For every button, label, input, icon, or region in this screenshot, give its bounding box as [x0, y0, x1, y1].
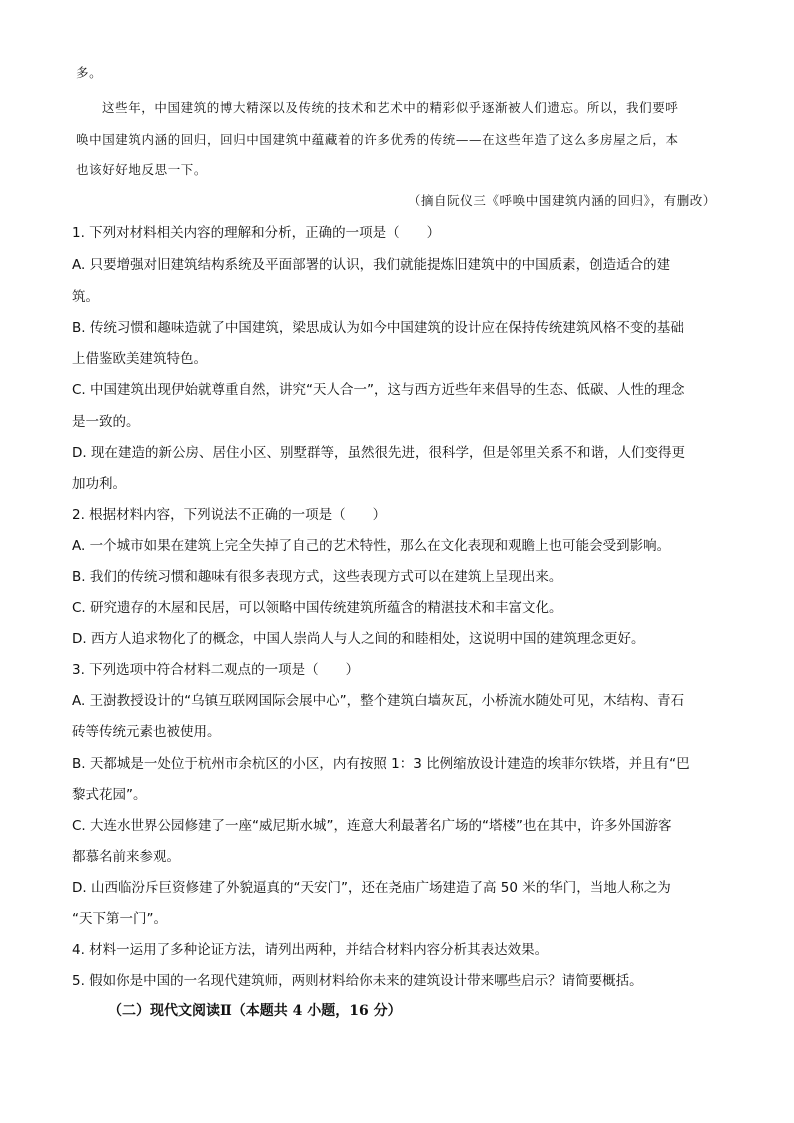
question-4-stem: 4. 材料一运用了多种论证方法，请列出两种，并结合材料内容分析其表达效果。: [72, 942, 549, 958]
passage-line: 这些年，中国建筑的博大精深以及传统的技术和艺术中的精彩似乎逐渐被人们遗忘。所以，我们要呼: [102, 100, 679, 115]
question-3-option-c: C. 大连水世界公园修建了一座“威尼斯水城”，连意大利最著名广场的“塔楼”也在其中，许多外国游客: [72, 818, 672, 834]
question-5-stem: 5. 假如你是中国的一名现代建筑师，两则材料给你未来的建筑设计带来哪些启示？请简要概括。: [72, 973, 643, 989]
question-3-option-c-cont: 都慕名前来参观。: [72, 849, 180, 865]
question-3-option-b-cont: 黎式花园”。: [72, 787, 147, 803]
question-1-option-b-cont: 上借鉴欧美建筑特色。: [72, 351, 207, 367]
passage-line: 唤中国建筑内涵的回归，回归中国建筑中蕴藏着的许多优秀的传统——在这些年造了这么多房屋之后，本: [76, 132, 679, 147]
question-3-stem: 3. 下列选项中符合材料二观点的一项是（ ）: [72, 662, 360, 678]
question-3-option-d-cont: “天下第一门”。: [72, 911, 167, 927]
question-2-option-c: C. 研究遗存的木屋和民居，可以领略中国传统建筑所蕴含的精湛技术和丰富文化。: [72, 600, 563, 616]
question-2-stem: 2. 根据材料内容，下列说法不正确的一项是（ ）: [72, 507, 387, 523]
question-1-option-a: A. 只要增强对旧建筑结构系统及平面部署的认识，我们就能提炼旧建筑中的中国质素，创造适合的建: [72, 257, 671, 273]
passage-line: 也该好好地反思一下。: [76, 162, 208, 177]
section-heading: （二）现代文阅读Ⅱ（本题共 4 小题，16 分）: [108, 1003, 402, 1019]
passage-source: （摘自阮仪三《呼唤中国建筑内涵的回归》，有删改）: [407, 193, 716, 208]
question-3-option-a: A. 王澍教授设计的“乌镇互联网国际会展中心”，整个建筑白墙灰瓦，小桥流水随处可见，木结构、青石: [72, 693, 685, 709]
question-2-option-b: B. 我们的传统习惯和趣味有很多表现方式，这些表现方式可以在建筑上呈现出来。: [72, 569, 563, 585]
question-1-option-c-cont: 是一致的。: [72, 414, 140, 430]
question-1-option-a-cont: 筑。: [72, 289, 99, 305]
question-2-option-d: D. 西方人追求物化了的概念，中国人崇尚人与人之间的和睦相处，这说明中国的建筑理念更好。: [72, 631, 645, 647]
question-1-stem: 1. 下列对材料相关内容的理解和分析，正确的一项是（ ）: [72, 225, 441, 241]
question-3-option-a-cont: 砖等传统元素也被使用。: [72, 724, 221, 740]
passage-line: 多。: [76, 65, 103, 80]
question-1-option-c: C. 中国建筑出现伊始就尊重自然，讲究“天人合一”，这与西方近些年来倡导的生态、低碳、人性的理念: [72, 382, 685, 398]
question-3-option-b: B. 天都城是一处位于杭州市余杭区的小区，内有按照 1：3 比例缩放设计建造的埃菲尔铁塔，并且有“巴: [72, 756, 690, 772]
question-3-option-d: D. 山西临汾斥巨资修建了外貌逼真的“天安门”，还在尧庙广场建造了高 50 米的华门，当地人称之为: [72, 880, 671, 896]
question-1-option-d-cont: 加功利。: [72, 476, 126, 492]
question-1-option-b: B. 传统习惯和趣味造就了中国建筑，梁思成认为如今中国建筑的设计应在保持传统建筑风格不变的基础: [72, 320, 684, 336]
question-1-option-d: D. 现在建造的新公房、居住小区、别墅群等，虽然很先进，很科学，但是邻里关系不和谐，人们变得更: [72, 445, 685, 461]
question-2-option-a: A. 一个城市如果在建筑上完全失掉了自己的艺术特性，那么在文化表现和观瞻上也可能会受到影响。: [72, 538, 671, 554]
